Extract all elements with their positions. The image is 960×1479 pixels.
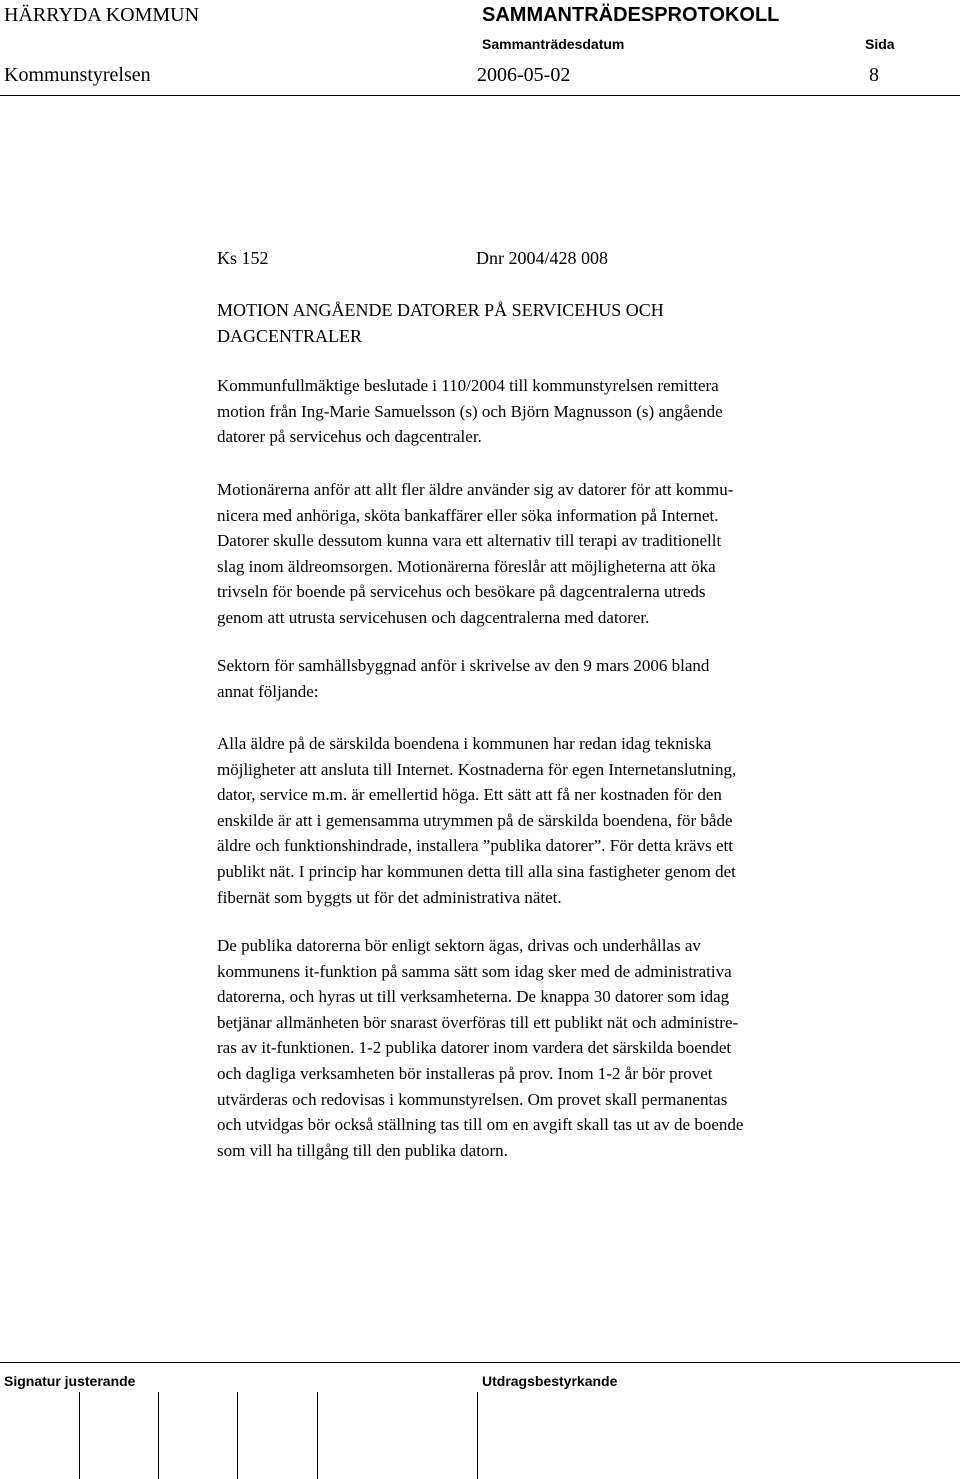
signature-label: Signatur justerande [4,1373,136,1389]
text-line: enskilde är att i gemensamma utrymmen på de särskilda boendena, för både [217,810,733,830]
case-title-line: MOTION ANGÅENDE DATORER PÅ SERVICEHUS OCH [217,300,664,320]
organization-name: HÄRRYDA KOMMUN [4,4,200,26]
text-line: kommunens it-funktion på samma sätt som idag sker med de administrativa [217,961,732,981]
text-line: betjänar allmänheten bör snarast överföras till ett publikt nät och administre- [217,1012,739,1032]
page-number: 8 [869,64,879,86]
diary-number: Dnr 2004/428 008 [476,248,608,268]
text-line: och dagliga verksamheten bör installeras på prov. Inom 1-2 år bör provet [217,1063,713,1083]
paragraph-internet-costs [217,731,736,910]
text-line: Motionärerna anför att allt fler äldre använder sig av datorer för att kommu- [217,480,734,499]
paragraph-referral [217,373,723,450]
text-line: slag inom äldreomsorgen. Motionärerna föreslår att möjligheterna att öka [217,556,716,576]
text-line: nicera med anhöriga, sköta bankaffärer eller söka information på Internet. [217,505,719,525]
text-line: Kommunfullmäktige beslutade i 110/2004 till kommunstyrelsen remittera [217,376,719,395]
text-line: och utvidgas bör också ställning tas till om en avgift skall tas ut av de boende [217,1115,744,1135]
body-name: Kommunstyrelsen [4,64,151,86]
text-line: fibernät som byggts ut för det administrativa nätet. [217,887,562,907]
signature-field-divider [237,1392,238,1479]
document-type: SAMMANTRÄDESPROTOKOLL [482,4,780,26]
text-line: datorerna, och hyras ut till verksamheterna. De knappa 30 datorer som idag [217,987,730,1007]
meeting-date-label: Sammanträdesdatum [482,36,625,52]
text-line: motion från Ing-Marie Samuelsson (s) och Björn Magnusson (s) angående [217,401,723,421]
text-line: Datorer skulle dessutom kunna vara ett alternativ till terapi av traditionellt [217,531,722,551]
footer-divider [0,1362,960,1363]
text-line: ras av it-funktionen. 1-2 publika datorer inom vardera det särskilda boendet [217,1038,732,1058]
text-line: datorer på servicehus och dagcentraler. [217,427,482,447]
text-line: dator, service m.m. är emellertid höga. Ett sätt att få ner kostnaden för den [217,785,722,805]
header-divider [0,95,960,96]
meeting-date: 2006-05-02 [477,64,571,86]
case-title [217,298,664,349]
certified-label: Utdragsbestyrkande [482,1373,618,1389]
text-line: utvärderas och redovisas i kommunstyrelsen. Om provet skall permanentas [217,1089,728,1109]
signature-field-divider [317,1392,318,1479]
text-line: Sektorn för samhällsbyggnad anför i skrivelse av den 9 mars 2006 bland [217,656,710,675]
text-line: De publika datorerna bör enligt sektorn ägas, drivas och underhållas av [217,936,701,955]
text-line: Alla äldre på de särskilda boendena i kommunen har redan idag tekniska [217,734,712,753]
signature-field-divider [477,1392,478,1479]
case-title-line: DAGCENTRALER [217,325,362,346]
text-line: genom att utrusta servicehusen och dagcentralerna med datorer. [217,607,650,627]
paragraph-sector-intro [217,653,709,704]
page-label: Sida [865,36,895,52]
signature-field-divider [158,1392,159,1479]
text-line: äldre och funktionshindrade, installera ”publika datorer”. För detta krävs ett [217,836,733,856]
paragraph-public-computers [217,933,743,1163]
paragraph-motion [217,477,733,631]
text-line: som vill ha tillgång till den publika datorn. [217,1140,508,1160]
case-number: Ks 152 [217,248,269,268]
signature-field-divider [79,1392,80,1479]
text-line: trivseln för boende på servicehus och besökare på dagcentralerna utreds [217,582,706,602]
text-line: annat följande: [217,681,319,701]
text-line: möjligheter att ansluta till Internet. Kostnaderna för egen Internetanslutning, [217,759,737,779]
text-line: publikt nät. I princip har kommunen detta till alla sina fastigheter genom det [217,861,736,881]
